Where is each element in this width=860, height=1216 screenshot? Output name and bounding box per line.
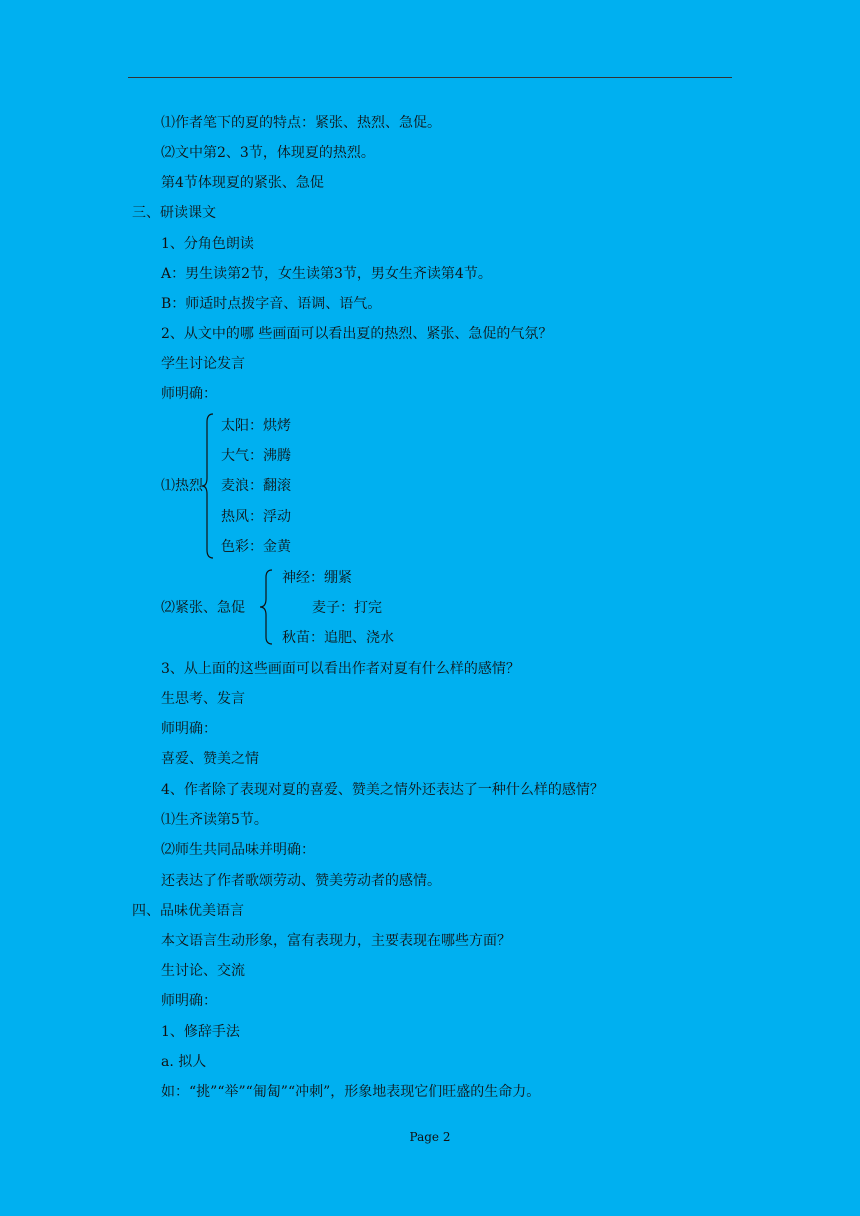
group-hot-item: 麦浪：翻滚 bbox=[221, 478, 291, 494]
section-heading: 三、研读课文 bbox=[132, 205, 216, 221]
text-line: 生讨论、交流 bbox=[161, 963, 245, 979]
text-line: 1、修辞手法 bbox=[161, 1024, 240, 1040]
text-line: 4、作者除了表现对夏的喜爱、赞美之情外还表达了一种什么样的感情？ bbox=[161, 782, 604, 798]
page-number: Page 2 bbox=[409, 1130, 451, 1144]
header-rule bbox=[128, 77, 732, 78]
text-line: 1、分角色朗读 bbox=[161, 236, 254, 252]
group-hot-item: 太阳：烘烤 bbox=[221, 418, 291, 434]
text-line: 还表达了作者歌颂劳动、赞美劳动者的感情。 bbox=[161, 873, 441, 889]
text-line: 2、从文中的哪 些画面可以看出夏的热烈、紧张、急促的气氛？ bbox=[161, 326, 553, 342]
text-line: A：男生读第2节，女生读第3节，男女生齐读第4节。 bbox=[161, 266, 492, 282]
left-brace-icon bbox=[201, 412, 215, 560]
group-tense-label: ⑵紧张、急促 bbox=[161, 600, 245, 616]
text-line: B：师适时点拨字音、语调、语气。 bbox=[161, 296, 382, 312]
group-hot-label: ⑴热烈 bbox=[161, 478, 203, 494]
text-line: ⑵师生共同品味并明确： bbox=[161, 842, 315, 858]
text-line: ⑵文中第2、3节，体现夏的热烈。 bbox=[161, 145, 375, 161]
group-tense-item: 秋苗：追肥、浇水 bbox=[282, 630, 394, 646]
group-tense-item: 神经：绷紧 bbox=[282, 570, 352, 586]
group-hot-item: 热风：浮动 bbox=[221, 509, 291, 525]
text-line: 师明确： bbox=[161, 721, 217, 737]
text-line: 师明确： bbox=[161, 993, 217, 1009]
group-hot-item: 大气：沸腾 bbox=[221, 448, 291, 464]
text-line: 师明确： bbox=[161, 386, 217, 402]
text-line: 如：“挑”“举”“匍匐”“冲刺”，形象地表现它们旺盛的生命力。 bbox=[161, 1084, 541, 1100]
text-line: 第4节体现夏的紧张、急促 bbox=[161, 175, 324, 191]
left-brace-icon bbox=[258, 568, 274, 646]
text-line: 学生讨论发言 bbox=[161, 356, 245, 372]
group-tense-item: 麦子：打完 bbox=[312, 600, 382, 616]
text-line: ⑴生齐读第5节。 bbox=[161, 812, 268, 828]
section-heading: 四、品味优美语言 bbox=[132, 903, 244, 919]
text-line: ⑴作者笔下的夏的特点：紧张、热烈、急促。 bbox=[161, 115, 441, 131]
group-hot-item: 色彩：金黄 bbox=[221, 539, 291, 555]
text-line: a. 拟人 bbox=[161, 1054, 207, 1070]
text-line: 本文语言生动形象，富有表现力，主要表现在哪些方面？ bbox=[161, 933, 511, 949]
text-line: 3、从上面的这些画面可以看出作者对夏有什么样的感情？ bbox=[161, 661, 520, 677]
text-line: 生思考、发言 bbox=[161, 691, 245, 707]
text-line: 喜爱、赞美之情 bbox=[161, 751, 259, 767]
